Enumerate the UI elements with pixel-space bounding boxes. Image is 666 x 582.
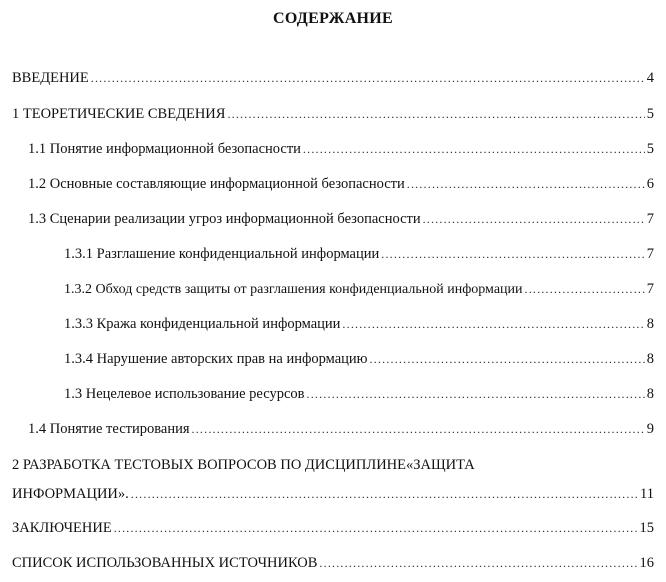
dot-leader xyxy=(407,174,645,194)
toc-entry-text: ВВЕДЕНИЕ xyxy=(12,70,89,86)
dot-leader xyxy=(303,139,645,159)
toc-entry-text: 1.1 Понятие информационной безопасности xyxy=(28,141,301,157)
dot-leader xyxy=(319,553,637,573)
dot-leader xyxy=(227,104,644,124)
toc-page-number: 7 xyxy=(646,281,654,297)
dot-leader xyxy=(525,279,645,299)
toc-page-number: 15 xyxy=(639,520,654,536)
toc-entry-section-1-3-misuse[interactable] xyxy=(0,384,666,404)
dot-leader xyxy=(114,518,638,538)
toc-entry-section-1-2[interactable] xyxy=(0,174,666,194)
toc-page-number: 4 xyxy=(646,70,654,86)
toc-page-number: 11 xyxy=(640,486,654,502)
toc-entry-text: 1.3.3 Кража конфиденциальной информации xyxy=(64,316,341,332)
toc-entry-text: 1.3 Сценарии реализации угроз информационной безопасности xyxy=(28,211,421,227)
toc-page-number: 7 xyxy=(646,211,654,227)
toc-entry-chapter-1[interactable] xyxy=(0,104,666,124)
toc-page-number: 5 xyxy=(646,106,654,122)
dot-leader xyxy=(91,68,645,88)
toc-entry-section-1-1[interactable] xyxy=(0,139,666,159)
dot-leader xyxy=(381,244,644,264)
dot-leader xyxy=(131,484,638,504)
toc-entry-text: 1.2 Основные составляющие информационной безопасности xyxy=(28,176,405,192)
toc-entry-text: ИНФОРМАЦИИ». xyxy=(12,486,129,502)
toc-entry-text: ЗАКЛЮЧЕНИЕ xyxy=(12,520,112,536)
toc-page-number: 16 xyxy=(639,555,654,571)
dot-leader xyxy=(192,419,645,439)
toc-entry-text: 1.3.1 Разглашение конфиденциальной информации xyxy=(64,246,380,262)
toc-entry-section-1-4[interactable] xyxy=(0,419,666,439)
toc-entry-section-1-3-4[interactable] xyxy=(0,349,666,369)
toc-entry-section-1-3-3[interactable] xyxy=(0,314,666,334)
toc-entry-section-1-3-2[interactable] xyxy=(0,279,666,299)
dot-leader xyxy=(342,314,644,334)
toc-entry-text: 1.3 Нецелевое использование ресурсов xyxy=(64,386,305,402)
toc-entry-text: 1 ТЕОРЕТИЧЕСКИЕ СВЕДЕНИЯ xyxy=(12,106,226,122)
toc-entry-text: 1.3.2 Обход средств защиты от разглашения конфиденциальной информации xyxy=(64,282,523,297)
toc-page-number: 8 xyxy=(646,386,654,402)
dot-leader xyxy=(370,349,645,369)
toc-entry-introduction[interactable] xyxy=(0,68,666,88)
toc-entry-chapter-2-line1[interactable]: 2 РАЗРАБОТКА ТЕСТОВЫХ ВОПРОСОВ ПО ДИСЦИПЛИНЕ«ЗАЩИТА xyxy=(12,457,475,473)
toc-entry-text: 1.4 Понятие тестирования xyxy=(28,421,190,437)
toc-entry-text: 1.3.4 Нарушение авторских прав на информацию xyxy=(64,351,368,367)
page-title: СОДЕРЖАНИЕ xyxy=(272,10,394,27)
dot-leader xyxy=(307,384,645,404)
toc-page-number: 9 xyxy=(646,421,654,437)
toc-entry-section-1-3-1[interactable] xyxy=(0,244,666,264)
toc-entry-text: СПИСОК ИСПОЛЬЗОВАННЫХ ИСТОЧНИКОВ xyxy=(12,555,318,571)
dot-leader xyxy=(423,209,645,229)
toc-page-number: 6 xyxy=(646,176,654,192)
toc-entry-references[interactable] xyxy=(0,553,666,573)
toc-entry-section-1-3[interactable] xyxy=(0,209,666,229)
toc-page-number: 8 xyxy=(646,316,654,332)
toc-page-number: 7 xyxy=(646,246,654,262)
toc-entry-conclusion[interactable] xyxy=(0,518,666,538)
toc-page-number: 5 xyxy=(646,141,654,157)
toc-page-number: 8 xyxy=(646,351,654,367)
toc-entry-chapter-2[interactable] xyxy=(0,484,666,504)
